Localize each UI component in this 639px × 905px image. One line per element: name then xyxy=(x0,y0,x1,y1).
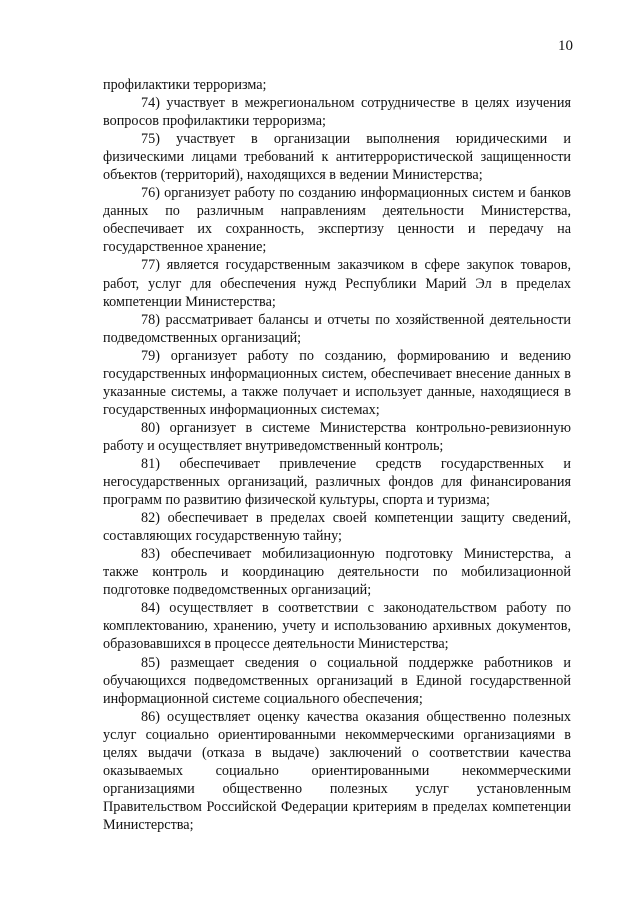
paragraph-item-75: 75) участвует в организации выполнения юридическими и физическими лицами требований к антитеррористической защищенности объектов (территорий), находящихся в ведении Министерства; xyxy=(103,131,571,184)
paragraph-item-85: 85) размещает сведения о социальной поддержке работников и обучающихся подведомственных организаций в Единой государственной информационной системе социального обеспечения; xyxy=(103,654,571,707)
paragraph-item-74: 74) участвует в межрегиональном сотрудничестве в целях изучения вопросов профилактики терроризма; xyxy=(103,95,571,130)
paragraph-item-82: 82) обеспечивает в пределах своей компетенции защиту сведений, составляющих государственную тайну; xyxy=(103,510,571,545)
document-body xyxy=(103,76,571,834)
paragraph-item-86: 86) осуществляет оценку качества оказания общественно полезных услуг социально ориентированными некоммерческими организациями в целях выдачи (отказа в выдаче) заключений о соответствии качества оказываемых социально ориентированными некоммерческими организациями общественно полезных услуг установленным Правительством Российской Федерации критериям в пределах компетенции Министерства; xyxy=(103,708,571,833)
paragraph-item-77: 77) является государственным заказчиком в сфере закупок товаров, работ, услуг для обеспечения нужд Республики Марий Эл в пределах компетенции Министерства; xyxy=(103,257,571,310)
paragraph-item-79: 79) организует работу по созданию, формированию и ведению государственных информационных систем, обеспечивает внесение данных в указанные системы, а также получает и использует данные, находящиеся в государственных информационных системах; xyxy=(103,347,571,418)
paragraph-item-83: 83) обеспечивает мобилизационную подготовку Министерства, а также контроль и координацию деятельности по мобилизационной подготовке подведомственных организаций; xyxy=(103,546,571,599)
paragraph-item-78: 78) рассматривает балансы и отчеты по хозяйственной деятельности подведомственных организаций; xyxy=(103,311,571,346)
page-number: 10 xyxy=(558,38,573,54)
paragraph-item-81: 81) обеспечивает привлечение средств государственных и негосударственных организаций, различных фондов для финансирования программ по развитию физической культуры, спорта и туризма; xyxy=(103,455,571,509)
paragraph-item-80: 80) организует в системе Министерства контрольно-ревизионную работу и осуществляет внутриведомственный контроль; xyxy=(103,419,571,454)
paragraph-item-76: 76) организует работу по созданию информационных систем и банков данных по различным направлениям деятельности Министерства, обеспечивает их сохранность, экспертизу ценности и передачу на государственное хранение; xyxy=(103,185,571,256)
paragraph-item-84: 84) осуществляет в соответствии с законодательством работу по комплектованию, хранению, учету и использованию архивных документов, образовавшихся в процессе деятельности Министерства; xyxy=(103,600,571,653)
paragraph-continuation: профилактики терроризма; xyxy=(103,77,267,93)
